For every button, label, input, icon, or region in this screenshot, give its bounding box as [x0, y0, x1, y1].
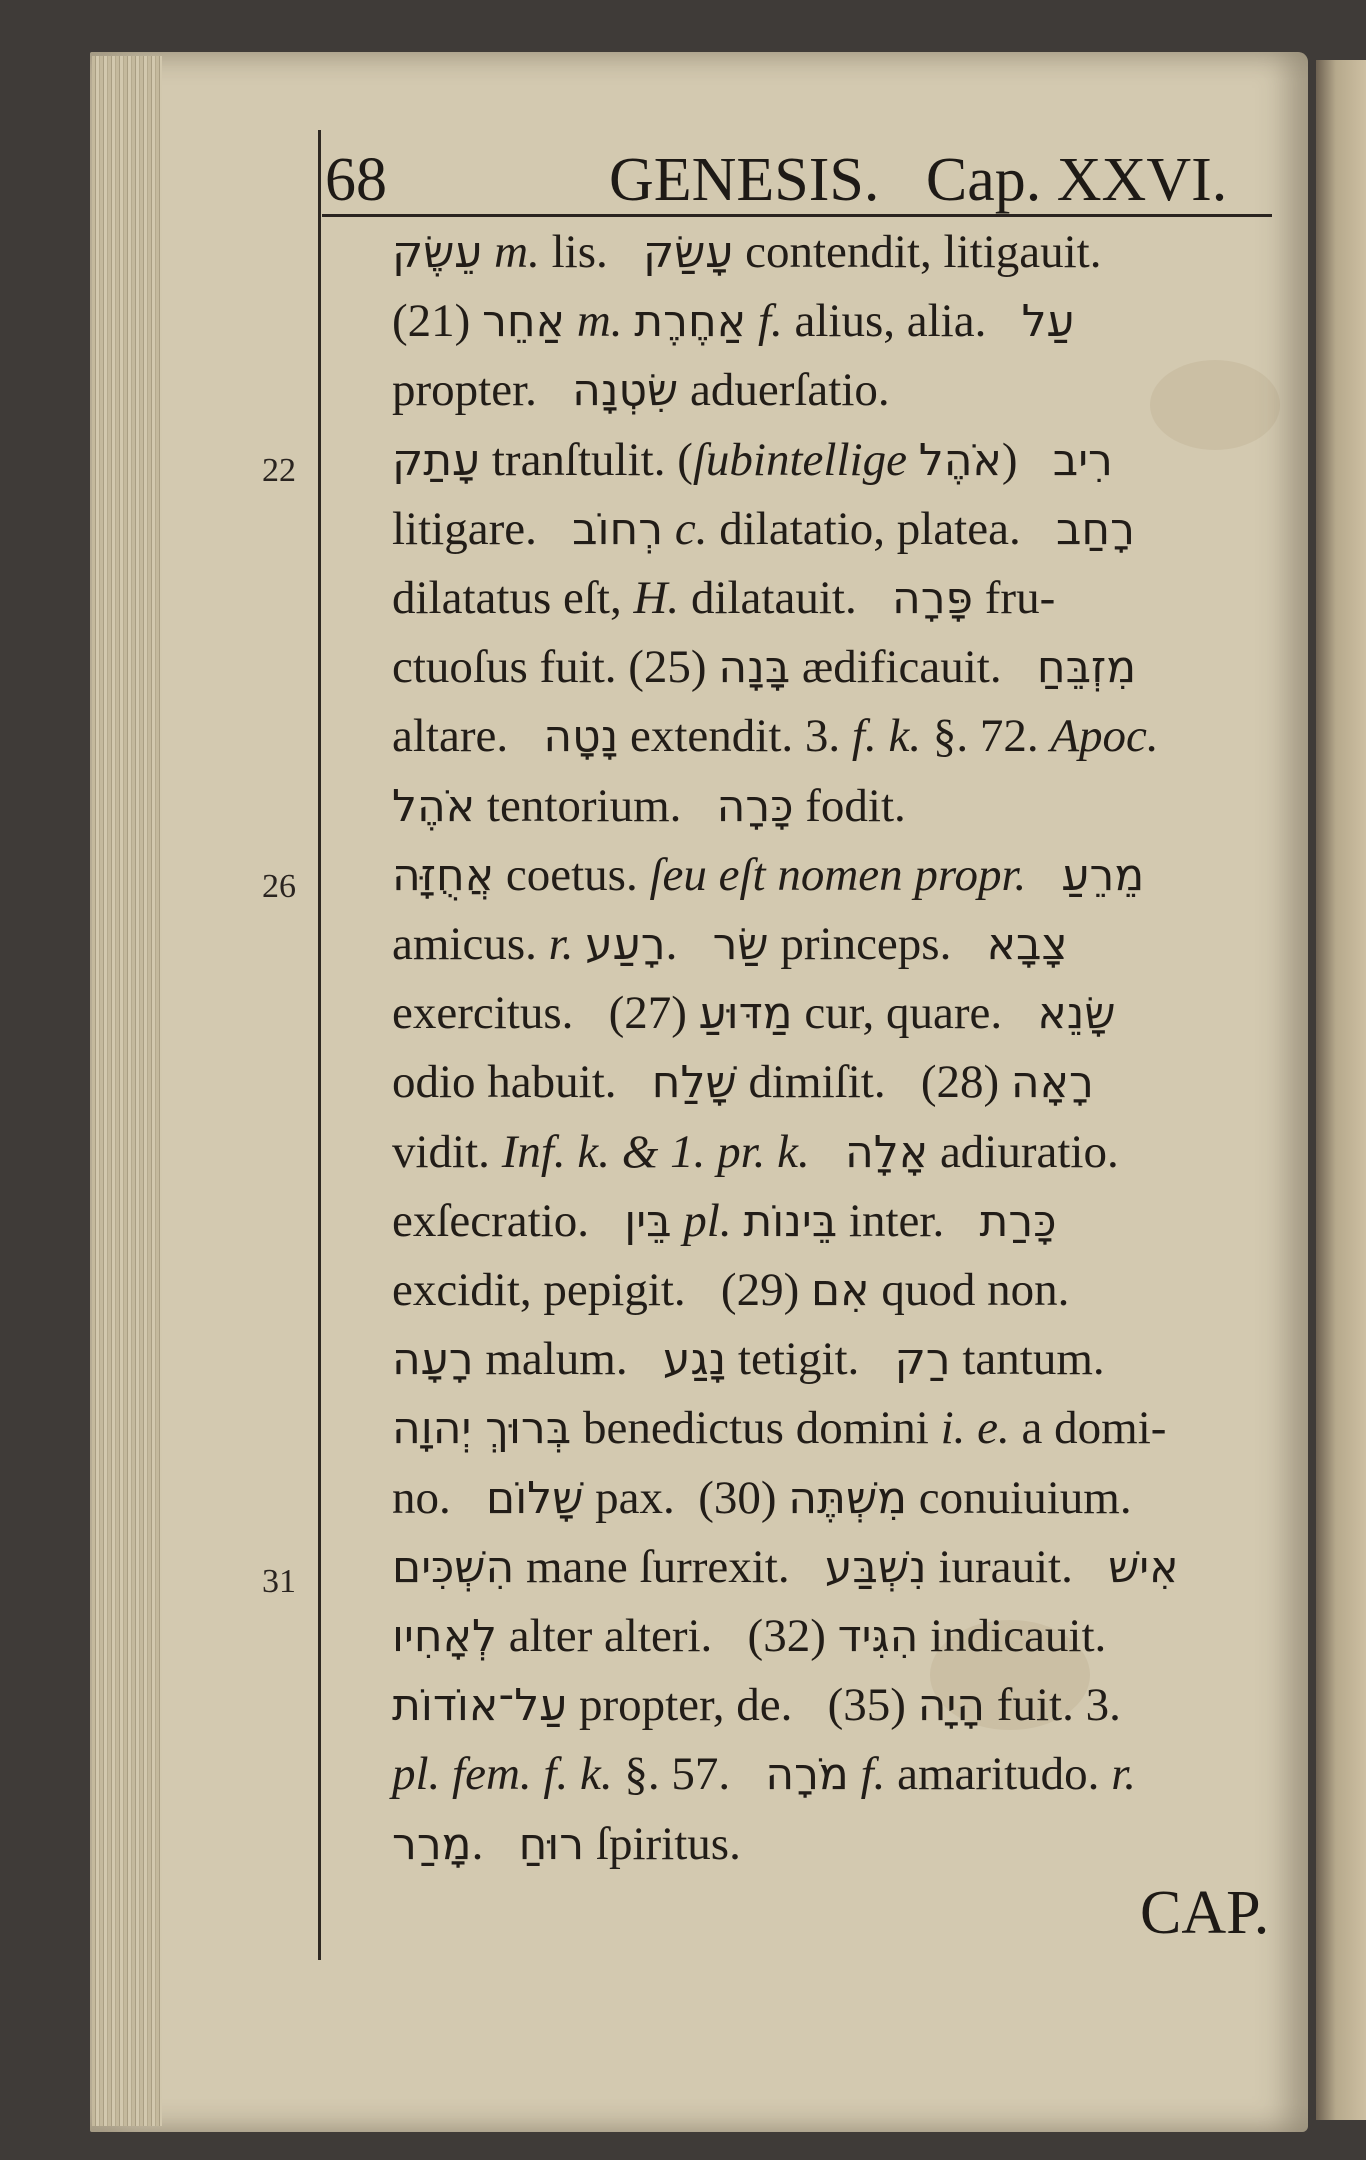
latin-text: indicauit.	[918, 1610, 1107, 1662]
hebrew-word: מָרַר	[392, 1818, 472, 1870]
text-line	[392, 1678, 1280, 1746]
text-line	[392, 1125, 1280, 1193]
hebrew-word: הִגִּיד	[837, 1611, 919, 1662]
running-title: GENESIS. Cap. XXVI.	[609, 146, 1228, 214]
latin-text: princeps.	[768, 918, 987, 970]
latin-text: tentorium.	[475, 779, 717, 832]
hebrew-word: אַחֵר	[482, 296, 566, 348]
hebrew-word: רַק	[894, 1334, 951, 1386]
latin-text: exſecratio.	[392, 1194, 625, 1247]
text-line	[392, 1471, 1280, 1539]
latin-text	[1026, 849, 1061, 901]
latin-text: adiuratio.	[928, 1125, 1119, 1178]
text-line	[392, 1609, 1280, 1677]
latin-text: m.	[482, 226, 540, 278]
latin-text	[623, 295, 635, 347]
hebrew-word: עָשַׂק	[643, 227, 734, 278]
latin-text: §. 72.	[921, 710, 1051, 763]
hebrew-word: מַדּוּעַ	[698, 988, 793, 1040]
hebrew-word: פָּרָה	[891, 573, 974, 624]
text-line	[392, 640, 1280, 708]
text-line	[392, 225, 1280, 293]
latin-text: amicus.	[392, 918, 549, 970]
latin-text: dimiſit. (28)	[736, 1056, 1011, 1109]
latin-text: pl.	[671, 1194, 732, 1247]
latin-text: benedictus domini	[571, 1402, 941, 1455]
hebrew-word: אַחֶרֶת	[634, 296, 747, 348]
hebrew-word: אִישׁ	[1108, 1541, 1179, 1593]
hebrew-word: עֵשֶׂק	[392, 227, 483, 278]
latin-text: tranſtulit. (	[480, 433, 693, 486]
hebrew-word: נָגַע	[662, 1334, 727, 1386]
hebrew-word: מֹרָה	[765, 1749, 849, 1801]
hebrew-word: רָחַב	[1055, 503, 1135, 555]
hebrew-word: מֵרֵעַ	[1061, 849, 1145, 901]
latin-text: altare.	[392, 710, 544, 763]
latin-text: odio habuit.	[392, 1056, 652, 1109]
latin-text: alius, alia.	[782, 295, 1022, 348]
latin-text: c.	[663, 502, 708, 555]
latin-text: fuit. 3.	[985, 1679, 1121, 1732]
hebrew-word: כָּרַת	[979, 1195, 1057, 1247]
text-line	[392, 433, 1280, 501]
latin-text: fodit.	[793, 779, 906, 832]
text-line	[392, 1817, 1280, 1885]
latin-text: pax. (30)	[583, 1471, 789, 1524]
text-line	[392, 1332, 1280, 1400]
hebrew-word: רוּחַ	[518, 1818, 585, 1870]
latin-text: mane ſurrexit.	[514, 1540, 825, 1593]
verse-number: 26	[262, 868, 296, 905]
latin-text: dilatauit.	[679, 572, 892, 624]
text-line	[392, 779, 1280, 847]
text-line	[392, 571, 1280, 639]
latin-text	[573, 918, 585, 970]
hebrew-word: שָׁלוֹם	[486, 1472, 584, 1524]
latin-text: f.	[848, 1748, 886, 1801]
hebrew-word: מִשְׁתֶּה	[788, 1472, 908, 1524]
latin-text: excidit, pepigit. (29)	[392, 1264, 811, 1316]
latin-text: aduerſatio.	[678, 364, 890, 417]
latin-text: amaritudo.	[885, 1748, 1112, 1801]
hebrew-word: רָעָה	[392, 1334, 474, 1386]
latin-text: ſeu eſt nomen propr.	[649, 848, 1027, 901]
latin-text	[810, 1126, 845, 1178]
text-line	[392, 986, 1280, 1054]
text-line	[392, 709, 1280, 777]
latin-text: iurauit.	[926, 1540, 1109, 1593]
hebrew-word: בָּנָה	[718, 642, 791, 694]
latin-text: )	[1001, 433, 1053, 486]
text-line	[392, 363, 1280, 431]
text-line	[392, 917, 1280, 985]
latin-text: f.	[746, 295, 783, 348]
verse-number: 31	[262, 1563, 296, 1600]
latin-text	[732, 1195, 744, 1247]
latin-text: (21)	[392, 295, 483, 348]
latin-text: propter.	[392, 364, 573, 417]
hebrew-word: עַל־אוֹדוֹת	[392, 1680, 568, 1732]
latin-text: extendit. 3.	[618, 710, 852, 763]
text-line	[392, 1540, 1280, 1608]
hebrew-word: בְּרוּךְ יְהוָה	[392, 1403, 572, 1455]
hebrew-word: רָעַע	[585, 919, 666, 970]
latin-text: dilatatus eſt,	[392, 572, 634, 624]
hebrew-word: שָׂנֵא	[1037, 988, 1116, 1040]
latin-text: ſpiritus.	[584, 1817, 741, 1870]
latin-text: fru-	[973, 572, 1056, 624]
hebrew-word: אֲחֻזָּה	[392, 849, 495, 901]
latin-text: vidit.	[392, 1125, 502, 1178]
hebrew-word: הָיָה	[917, 1680, 986, 1732]
text-line	[392, 1263, 1280, 1331]
hebrew-word: רָאָה	[1010, 1057, 1094, 1109]
latin-text: coetus.	[494, 848, 650, 901]
hebrew-word: הִשְׁכִּים	[392, 1541, 515, 1593]
catchword: CAP.	[1140, 1879, 1270, 1947]
latin-text: alter alteri. (32)	[497, 1610, 838, 1662]
hebrew-word: שִׂטְנָה	[572, 365, 679, 417]
latin-text: m.	[565, 295, 623, 348]
hebrew-word: שַׂר	[712, 919, 769, 970]
latin-text: §. 57.	[612, 1748, 766, 1801]
hebrew-word: מִזְבֵּחַ	[1036, 642, 1137, 694]
hebrew-word: בֵּינוֹת	[743, 1195, 838, 1247]
text-line	[392, 1194, 1280, 1262]
latin-text: ædificauit.	[790, 641, 1037, 694]
latin-text: f. k.	[851, 710, 922, 763]
latin-text: Inf. k. & 1. pr. k.	[501, 1125, 810, 1178]
hebrew-word: שָׁלַח	[651, 1057, 737, 1109]
hebrew-word: אָלָה	[845, 1126, 929, 1178]
latin-text: cur, quare.	[792, 987, 1038, 1040]
text-line	[392, 502, 1280, 570]
text-line	[392, 1055, 1280, 1123]
hebrew-word: אֹהֶל	[392, 780, 476, 832]
hebrew-word: לְאָחִיו	[392, 1611, 497, 1662]
latin-text: inter.	[837, 1194, 980, 1247]
hebrew-word: צָבָא	[986, 919, 1068, 970]
latin-text: conuiuium.	[907, 1471, 1132, 1524]
latin-text: ſubintellige	[692, 433, 907, 486]
latin-text: ctuoſus fuit. (25)	[392, 641, 719, 694]
latin-text: contendit, litigauit.	[733, 226, 1102, 278]
page-number: 68	[325, 146, 387, 214]
latin-text: .	[471, 1817, 519, 1870]
latin-text: .	[665, 918, 713, 970]
hebrew-word: רִיב	[1052, 434, 1113, 486]
latin-text: dilatatio, platea.	[707, 502, 1056, 555]
verse-number: 22	[262, 452, 296, 489]
latin-text: pl. fem. f. k.	[392, 1748, 613, 1801]
text-line	[392, 1747, 1280, 1815]
hebrew-word: נִשְׁבַּע	[824, 1541, 927, 1593]
latin-text: tetigit.	[726, 1333, 895, 1386]
hebrew-word: עַל	[1021, 296, 1075, 348]
hebrew-word: בֵּין	[624, 1195, 672, 1247]
latin-text: r.	[548, 918, 574, 970]
latin-text: malum.	[473, 1333, 663, 1386]
latin-text	[907, 434, 919, 486]
latin-text: a domi-	[1009, 1402, 1167, 1455]
hebrew-word: אִם	[810, 1265, 870, 1316]
latin-text: Apoc.	[1050, 710, 1159, 763]
hebrew-word: רְחוֹב	[572, 503, 664, 555]
hebrew-word: נָטָה	[543, 711, 619, 763]
latin-text: no.	[392, 1471, 486, 1524]
latin-text: tantum.	[950, 1333, 1105, 1386]
latin-text: quod non.	[869, 1264, 1070, 1316]
latin-text: i. e.	[940, 1402, 1010, 1455]
latin-text: r.	[1111, 1748, 1137, 1801]
text-line	[392, 848, 1280, 916]
latin-text: litigare.	[392, 502, 573, 555]
text-line	[392, 294, 1280, 362]
latin-text: propter, de. (35)	[567, 1679, 918, 1732]
hebrew-word: עָתַק	[392, 434, 481, 486]
hebrew-word: אֹהֶל	[918, 434, 1002, 486]
latin-text: H.	[633, 572, 680, 624]
latin-text: exercitus. (27)	[392, 987, 699, 1040]
text-line	[392, 1401, 1280, 1469]
latin-text: lis.	[539, 226, 643, 278]
hebrew-word: כָּרָה	[716, 780, 794, 832]
